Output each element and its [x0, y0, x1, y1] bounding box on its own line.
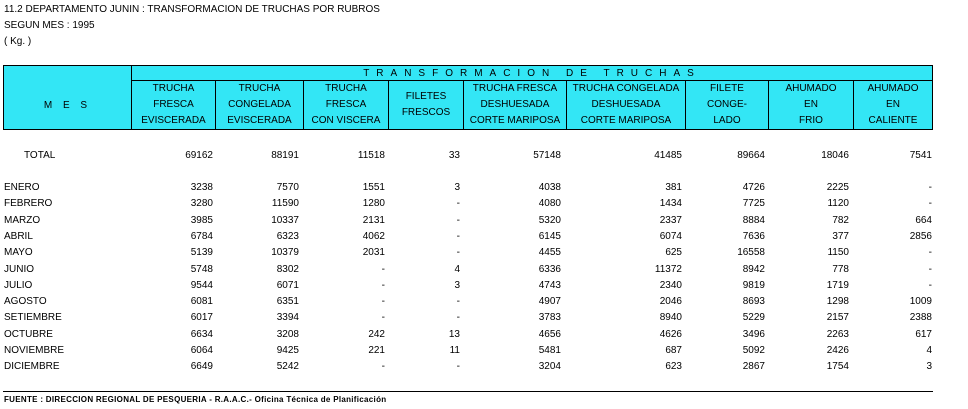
column-header-line: TRUCHA — [152, 83, 195, 94]
table-cell: 4907 — [538, 296, 561, 308]
column-header-line: EVISCERADA — [227, 115, 292, 126]
column-header-line: AHUMADO — [867, 83, 919, 94]
table-cell: 7725 — [742, 198, 765, 210]
table-cell: - — [381, 263, 385, 275]
table-cell: 6351 — [276, 296, 299, 308]
table-cell: 2340 — [659, 279, 682, 291]
column-header-line: CALIENTE — [868, 115, 918, 126]
table-cell: 3 — [454, 182, 460, 193]
table-cell: 11590 — [271, 198, 299, 210]
column-header-line: TRUCHA FRESCA — [472, 83, 558, 94]
table-row — [0, 245, 968, 260]
table-cell: 5748 — [190, 263, 213, 275]
month-label: AGOSTO — [4, 296, 47, 308]
table-cell: 1009 — [909, 296, 932, 308]
table-cell: 3394 — [276, 312, 299, 324]
table-cell: 2388 — [909, 312, 932, 324]
table-cell: 6064 — [190, 345, 213, 356]
table-row — [0, 196, 968, 211]
table-cell: 2337 — [659, 214, 682, 226]
total-row — [0, 148, 968, 163]
table-cell: 3985 — [190, 214, 213, 226]
table-cell: - — [928, 263, 932, 275]
table-cell: 6634 — [190, 328, 213, 340]
table-cell: 3280 — [190, 198, 213, 210]
column-header-line: TRUCHA — [325, 83, 367, 94]
table-cell: 33 — [448, 150, 460, 161]
table-cell: 221 — [368, 345, 385, 356]
table-cell: 6649 — [190, 361, 213, 373]
table-row — [0, 278, 968, 293]
table-cell: 3 — [926, 361, 932, 373]
table-cell: 617 — [915, 328, 932, 340]
table-row — [0, 229, 968, 244]
column-header-line: FRIO — [799, 115, 823, 126]
table-cell: - — [381, 279, 385, 291]
column-header-line: FILETES — [405, 91, 447, 102]
table-cell: - — [928, 247, 932, 259]
column-header-line: CON VISCERA — [311, 115, 381, 126]
column-header-1 — [132, 81, 216, 129]
column-header-line: CONGELADA — [228, 99, 291, 110]
month-label: JULIO — [4, 279, 33, 291]
table-cell: 2225 — [826, 182, 849, 193]
column-header-line: TRUCHA CONGELADA — [572, 83, 680, 94]
table-row — [0, 359, 968, 374]
table-cell: 242 — [368, 328, 385, 340]
column-header-line: LADO — [713, 115, 741, 126]
table-cell: 4 — [454, 263, 460, 275]
table-cell: 4656 — [538, 328, 561, 340]
table-cell: 4 — [926, 345, 932, 356]
column-header-line: CONGE- — [707, 99, 747, 110]
table-cell: - — [456, 312, 460, 324]
month-label: OCTUBRE — [4, 328, 53, 340]
table-cell: 2856 — [909, 230, 932, 242]
table-cell: 381 — [665, 182, 682, 193]
table-cell: 8942 — [742, 263, 765, 275]
table-cell: 1551 — [362, 182, 385, 193]
table-cell: - — [928, 182, 932, 193]
table-cell: 4455 — [538, 247, 561, 259]
table-cell: 6336 — [538, 263, 561, 275]
table-cell: 11 — [449, 345, 460, 356]
table-cell: 782 — [832, 214, 849, 226]
table-cell: - — [456, 214, 460, 226]
table-cell: 4062 — [362, 230, 385, 242]
table-cell: 3496 — [742, 328, 765, 340]
column-header-line: CORTE MARIPOSA — [469, 115, 561, 126]
table-cell: - — [456, 230, 460, 242]
table-cell: 5242 — [276, 361, 299, 373]
table-row — [0, 213, 968, 228]
table-cell: 5229 — [742, 312, 765, 324]
table-cell: 2046 — [659, 296, 682, 308]
table-cell: 6081 — [190, 296, 213, 308]
column-header-9 — [854, 81, 932, 129]
column-header-line: CORTE MARIPOSA — [580, 115, 672, 126]
table-cell: - — [456, 296, 460, 308]
table-row — [0, 343, 968, 358]
month-label: SETIEMBRE — [4, 312, 62, 324]
table-cell: 623 — [665, 361, 682, 373]
table-cell: 2157 — [826, 312, 849, 324]
table-cell: 1150 — [827, 247, 849, 259]
column-header-line: TRUCHA — [238, 83, 281, 94]
table-cell: 8302 — [276, 263, 299, 275]
table-cell: - — [381, 312, 385, 324]
table-cell: - — [381, 296, 385, 308]
table-cell: 3238 — [190, 182, 213, 193]
table-cell: 5320 — [538, 214, 561, 226]
table-cell: 9544 — [190, 279, 213, 291]
table-row — [0, 310, 968, 325]
table-cell: 3783 — [538, 312, 561, 324]
table-cell: 1280 — [362, 198, 385, 210]
table-cell: 3204 — [538, 361, 561, 373]
table-cell: 7541 — [909, 150, 932, 161]
column-header-2 — [216, 81, 304, 129]
table-cell: 778 — [832, 263, 849, 275]
table-cell: 11372 — [654, 263, 682, 275]
column-header-line: FILETE — [710, 83, 744, 94]
table-cell: 1434 — [659, 198, 682, 210]
table-cell: 2263 — [826, 328, 849, 340]
table-cell: 9819 — [742, 279, 765, 291]
month-label: MARZO — [4, 214, 41, 226]
table-cell: 6784 — [190, 230, 213, 242]
table-cell: - — [456, 247, 460, 259]
column-header-7 — [686, 81, 769, 129]
table-cell: 2426 — [826, 345, 849, 356]
table-cell: 2031 — [362, 247, 385, 259]
table-unit: ( Kg. ) — [4, 36, 32, 47]
column-header-8 — [769, 81, 854, 129]
table-cell: 16558 — [737, 247, 765, 259]
column-header-line: AHUMADO — [785, 83, 837, 94]
column-header-line: FRESCA — [325, 99, 367, 110]
table-cell: 5481 — [538, 345, 561, 356]
table-cell: 1298 — [826, 296, 849, 308]
table-cell: 7570 — [276, 182, 299, 193]
table-cell: 2131 — [362, 214, 385, 226]
month-column-header: M E S — [4, 66, 132, 129]
source-note: FUENTE : DIRECCION REGIONAL DE PESQUERIA - R.A.A.C.- Oficina Técnica de Planificación — [4, 395, 387, 404]
table-title: 11.2 DEPARTAMENTO JUNIN : TRANSFORMACION DE TRUCHAS POR RUBROS — [4, 4, 380, 15]
table-cell: 6017 — [190, 312, 213, 324]
table-cell: 1754 — [826, 361, 849, 373]
table-cell: 57148 — [533, 150, 561, 161]
table-cell: 6071 — [276, 279, 299, 291]
table-cell: 4080 — [538, 198, 561, 210]
table-cell: - — [381, 361, 385, 373]
table-cell: 664 — [915, 214, 932, 226]
table-cell: 1120 — [827, 198, 849, 210]
table-cell: - — [456, 361, 460, 373]
table-cell: 5092 — [742, 345, 765, 356]
column-header-line: EVISCERADA — [141, 115, 206, 126]
table-row — [0, 327, 968, 342]
table-subtitle: SEGUN MES : 1995 — [4, 20, 95, 31]
table-cell: 377 — [832, 230, 849, 242]
table-row — [0, 262, 968, 277]
column-header-line: DESHUESADA — [480, 99, 550, 110]
table-cell: - — [928, 279, 932, 291]
column-header-line: FRESCOS — [401, 107, 451, 118]
month-label: NOVIEMBRE — [4, 345, 65, 356]
table-cell: 18046 — [821, 150, 849, 161]
table-cell: 8693 — [742, 296, 765, 308]
table-cell: 2867 — [742, 361, 765, 373]
total-label: TOTAL — [24, 150, 56, 161]
table-cell: 10379 — [271, 247, 299, 259]
column-header-line: EN — [886, 99, 900, 110]
table-row — [0, 294, 968, 309]
table-cell: 11518 — [357, 150, 385, 161]
table-cell: 3 — [454, 279, 460, 291]
table-cell: 9425 — [276, 345, 299, 356]
table-cell: 89664 — [737, 150, 765, 161]
table-cell: 8940 — [659, 312, 682, 324]
column-header-line: DESHUESADA — [591, 99, 661, 110]
table-cell: 4626 — [659, 328, 682, 340]
table-header — [3, 65, 933, 130]
column-header-5 — [464, 81, 567, 129]
month-label: MAYO — [4, 247, 33, 259]
table-cell: 625 — [665, 247, 682, 259]
table-cell: 8884 — [742, 214, 765, 226]
table-cell: 41485 — [654, 150, 682, 161]
column-header-3 — [304, 81, 389, 129]
table-cell: - — [456, 198, 460, 210]
footer-rule — [3, 391, 933, 392]
month-label: DICIEMBRE — [4, 361, 60, 373]
column-header-6 — [567, 81, 686, 129]
table-cell: 88191 — [271, 150, 299, 161]
table-cell: 3208 — [276, 328, 299, 340]
month-label: ENERO — [4, 182, 40, 193]
month-label: JUNIO — [4, 263, 34, 275]
column-header-line: EN — [804, 99, 818, 110]
column-header-line: FRESCA — [153, 99, 194, 110]
table-cell: 6145 — [538, 230, 561, 242]
table-cell: 4038 — [538, 182, 561, 193]
table-cell: 69162 — [185, 150, 213, 161]
table-row — [0, 180, 968, 195]
month-label: ABRIL — [4, 230, 33, 242]
table-cell: 687 — [665, 345, 682, 356]
table-cell: 7636 — [742, 230, 765, 242]
table-cell: 5139 — [190, 247, 213, 259]
table-cell: 6074 — [659, 230, 682, 242]
table-cell: 4743 — [538, 279, 561, 291]
table-cell: 6323 — [276, 230, 299, 242]
table-cell: 1719 — [826, 279, 849, 291]
table-cell: 10337 — [271, 214, 299, 226]
group-header: TRANSFORMACION DE TRUCHAS — [132, 66, 932, 81]
column-header-4 — [389, 81, 464, 129]
table-cell: 13 — [448, 328, 460, 340]
table-cell: 4726 — [742, 182, 765, 193]
month-label: FEBRERO — [4, 198, 53, 210]
table-cell: - — [928, 198, 932, 210]
